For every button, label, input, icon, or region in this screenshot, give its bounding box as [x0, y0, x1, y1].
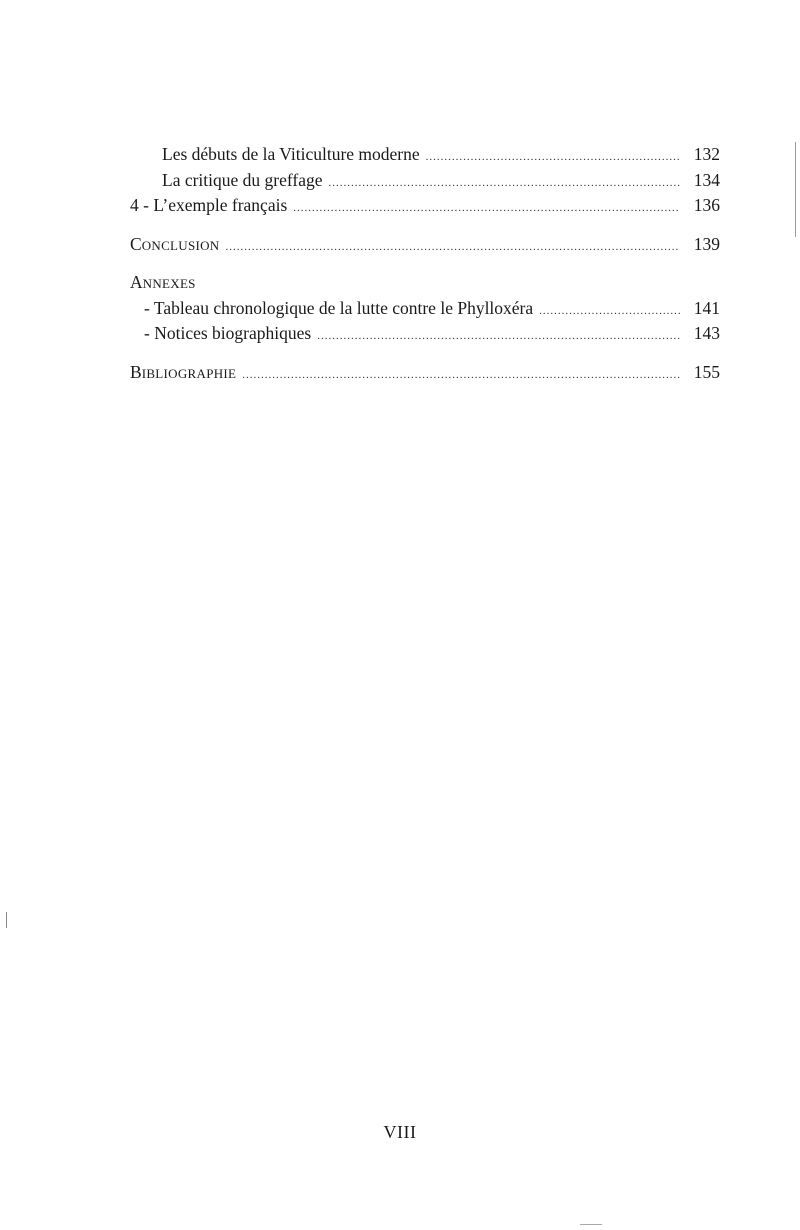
dot-leader — [226, 235, 681, 261]
dot-leader — [539, 299, 680, 325]
toc-entry-conclusion — [130, 232, 720, 258]
scan-mark — [580, 1224, 602, 1225]
toc-entry — [130, 193, 720, 219]
toc-entry-label: CONCLUSION — [130, 233, 220, 254]
toc-entry-label: 4 - L’exemple français — [130, 195, 288, 215]
page-number: VIII — [383, 1122, 417, 1142]
toc-entry — [130, 321, 720, 347]
table-of-contents — [130, 142, 720, 385]
toc-entry — [130, 168, 720, 194]
toc-entry — [130, 296, 720, 322]
dot-leader — [242, 363, 680, 389]
dot-leader — [317, 324, 680, 350]
scan-mark — [6, 912, 7, 928]
toc-entry-label: BIBLIOGRAPHIE — [130, 361, 237, 382]
toc-entry-label: - Notices biographiques — [144, 323, 312, 343]
toc-entry-page: 141 — [693, 297, 720, 318]
toc-entry-label: La critique du greffage — [162, 169, 323, 190]
margin-rule — [795, 142, 796, 237]
toc-entry-page: 139 — [693, 233, 720, 254]
dot-leader — [426, 145, 680, 171]
toc-entry-label: Les débuts de la Viticulture moderne — [162, 144, 420, 164]
toc-entry-page: 132 — [693, 144, 720, 164]
toc-heading-annexes: ANNEXES — [130, 272, 196, 292]
toc-entry-page: 155 — [693, 361, 720, 382]
dot-leader — [329, 171, 681, 197]
toc-entry-label: - Tableau chronologique de la lutte contre le Phylloxéra — [144, 297, 534, 318]
dot-leader — [293, 196, 680, 222]
toc-entry-page: 136 — [693, 195, 720, 215]
toc-entry — [130, 142, 720, 168]
toc-entry-page: 134 — [693, 169, 720, 190]
toc-entry-bibliographie — [130, 360, 720, 386]
toc-entry-page: 143 — [693, 323, 720, 343]
